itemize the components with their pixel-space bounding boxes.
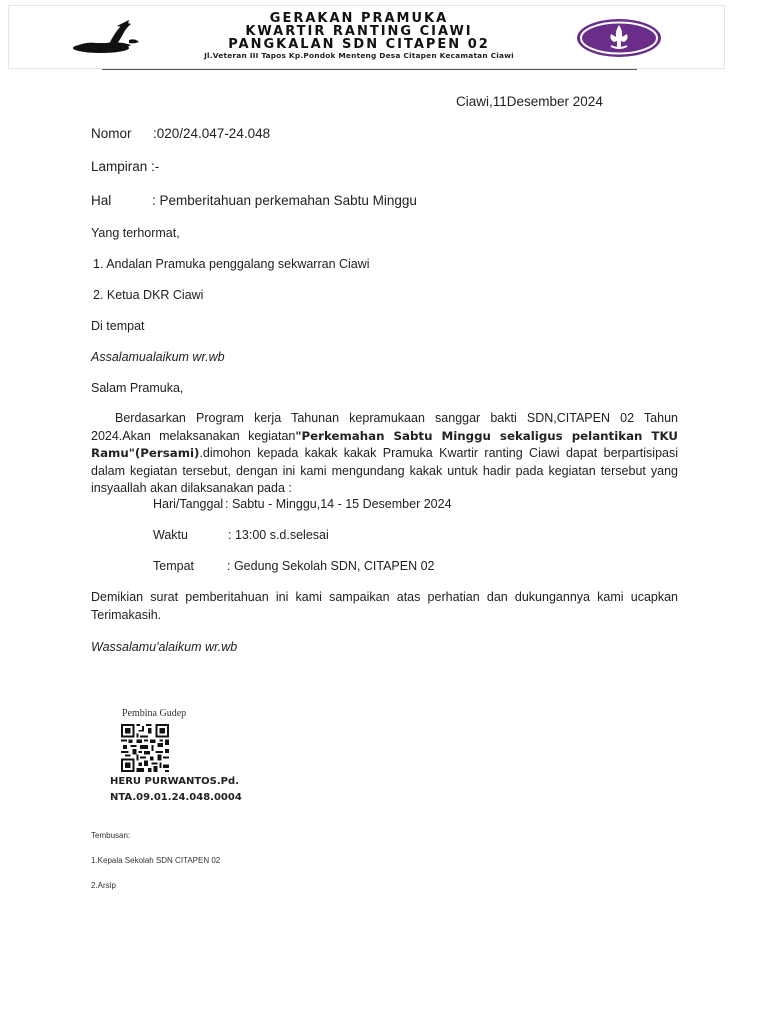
nomor-value: :020/24.047-24.048 — [153, 126, 271, 141]
hari-label: Hari/Tanggal — [153, 497, 224, 511]
world-scout-emblem-icon — [575, 17, 663, 59]
hal-label: Hal — [91, 193, 112, 208]
letter-date: Ciawi,11Desember 2024 — [456, 94, 603, 109]
letterhead-text — [159, 12, 559, 60]
waktu-value: : 13:00 s.d.selesai — [228, 528, 329, 542]
org-name-line1: GERAKAN PRAMUKA — [269, 11, 449, 26]
body-text-part1: Berdasarkan Program kerja Tahunan kepramukaan sanggar bakti SDN,CITAPEN 02 Tahun 2024.Akan melaksanakan kegiatan — [91, 411, 678, 443]
letterhead — [8, 5, 725, 69]
greeting: Yang terhormat, — [91, 226, 180, 240]
salam-pramuka: Salam Pramuka, — [91, 381, 184, 395]
closing-paragraph: Demikian surat pemberitahuan ini kami sampaikan atas perhatian dan dukungannya kami ucapkan Terimakasih. — [91, 590, 678, 622]
hari-value: : Sabtu - Minggu,14 - 15 Desember 2024 — [225, 497, 452, 511]
salam-opening: Assalamualaikum wr.wb — [91, 350, 225, 364]
recipient-2: 2. Ketua DKR Ciawi — [93, 288, 204, 302]
signer-name: HERU PURWANTOS.Pd. — [110, 776, 239, 787]
signer-name-block — [110, 774, 242, 806]
lampiran-label: Lampiran :- — [91, 159, 160, 174]
body-text-part2: .dimohon kepada kakak kakak Pramuka Kwartir ranting Ciawi dapat berpartisipasi dalam kegiatan tersebut, dengan ini kami mengundang kakak untuk hadir pada kegiatan tersebut yang insyaallah akan dilaksanakan pada : — [91, 446, 678, 496]
tembusan-item-1: 1.Kepala Sekolah SDN CITAPEN 02 — [91, 856, 221, 865]
waktu-label: Waktu — [153, 528, 188, 542]
di-tempat: Di tempat — [91, 319, 145, 333]
org-name-line3: PANGKALAN SDN CITAPEN 02 — [228, 37, 490, 52]
recipient-1: 1. Andalan Pramuka penggalang sekwarran Ciawi — [93, 257, 370, 271]
tembusan-item-2: 2.Arsip — [91, 881, 116, 890]
tempat-label: Tempat — [153, 559, 194, 573]
tembusan-label: Tembusan: — [91, 831, 131, 840]
letterhead-divider — [102, 69, 637, 70]
tunas-kelapa-logo-icon — [71, 18, 141, 58]
qr-code-icon — [121, 724, 169, 772]
org-address: Jl.Veteran III Tapos Kp.Pondok Menteng Desa Citapen Kecamatan Ciawi — [204, 51, 514, 60]
tempat-value: : Gedung Sekolah SDN, CITAPEN 02 — [227, 559, 435, 573]
signature-title: Pembina Gudep — [122, 708, 187, 719]
hal-value: : Pemberitahuan perkemahan Sabtu Minggu — [152, 193, 417, 208]
salam-closing: Wassalamu'alaikum wr.wb — [91, 640, 238, 654]
body-paragraph — [91, 410, 678, 498]
nomor-label: Nomor — [91, 126, 132, 141]
signer-nta: NTA.09.01.24.048.0004 — [110, 792, 242, 803]
event-title: "Perkemahan Sabtu Minggu sekaligus pelantikan TKU Ramu"(Persami) — [91, 428, 678, 461]
org-name-line2: KWARTIR RANTING CIAWI — [245, 24, 473, 39]
